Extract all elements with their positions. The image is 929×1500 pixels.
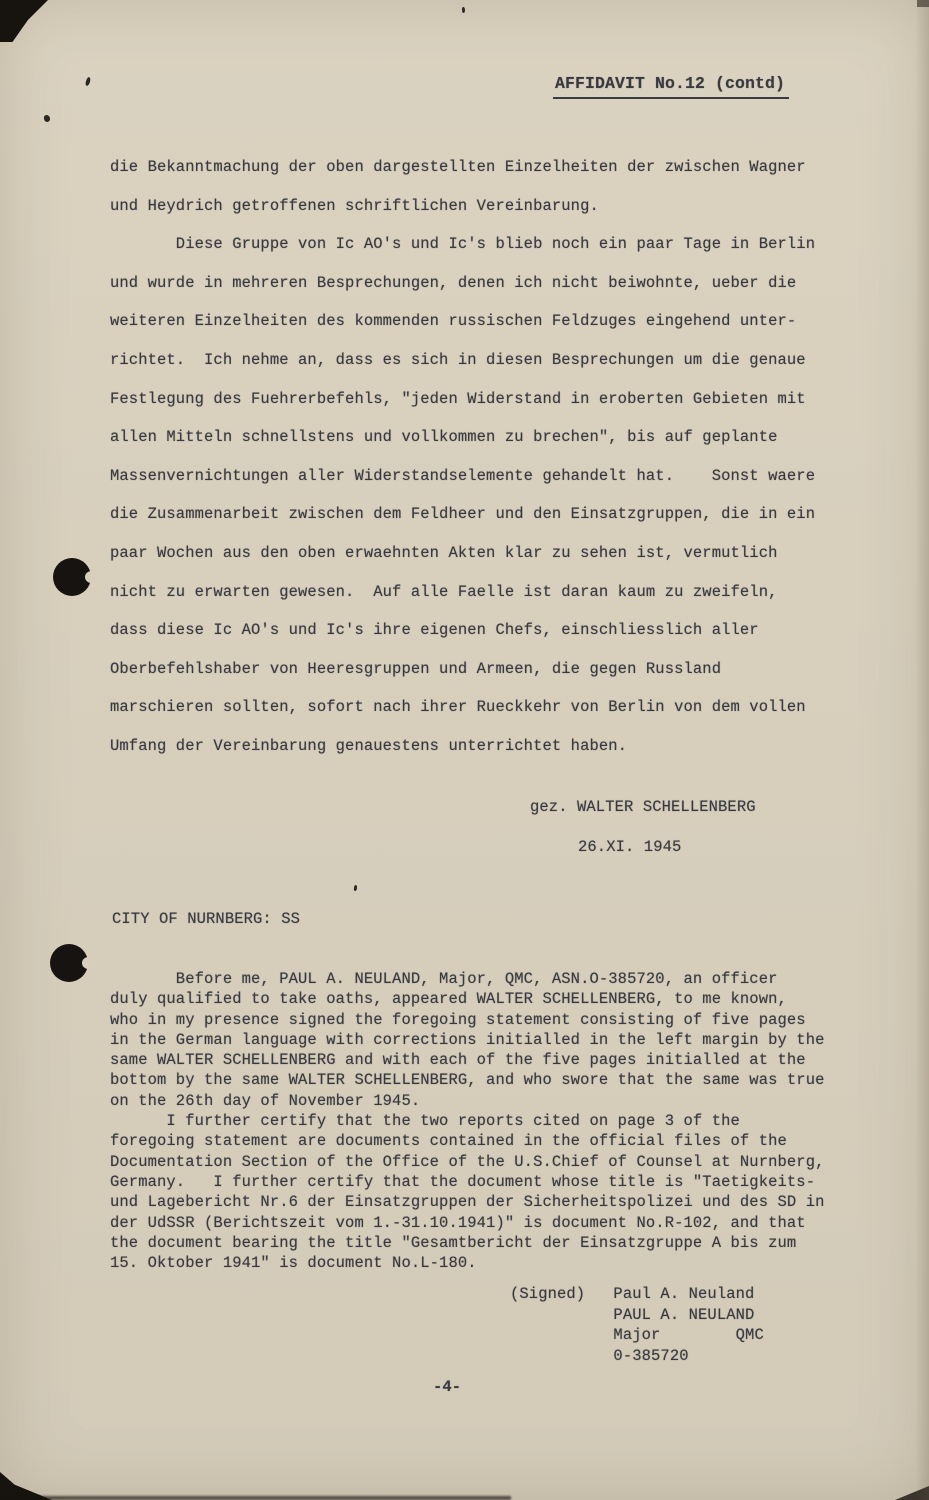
text-line: duly qualified to take oaths, appeared WALTER SCHELLENBERG, to me known,	[110, 990, 787, 1009]
text-line: Massenvernichtungen aller Widerstandselemente gehandelt hat. Sonst waere	[110, 466, 816, 485]
text-line: allen Mitteln schnellstens und vollkommen zu brechen", bis auf geplante	[110, 428, 778, 447]
text-line: I further certify that the two reports cited on page 3 of the	[110, 1112, 740, 1131]
text-line: marschieren sollten, sofort nach ihrer Rueckkehr von Berlin von dem vollen	[110, 698, 806, 717]
document-header-title: AFFIDAVIT No.12 (contd)	[553, 74, 789, 99]
german-statement-body	[110, 148, 850, 766]
text-line: Diese Gruppe von Ic AO's und Ic's blieb noch ein paar Tage in Berlin	[110, 235, 816, 254]
text-line: und wurde in mehreren Besprechungen, denen ich nicht beiwohnte, ueber die	[110, 273, 797, 292]
text-line: who in my presence signed the foregoing statement consisting of five pages	[110, 1010, 806, 1029]
text-line: Major QMC	[510, 1326, 764, 1345]
notary-signature-block	[510, 1284, 764, 1366]
text-line: Oberbefehlshaber von Heeresgruppen und Armeen, die gegen Russland	[110, 659, 722, 678]
text-line: 15. Oktober 1941" is document No.L-180.	[110, 1254, 477, 1273]
ink-speck	[85, 77, 92, 87]
text-line: Documentation Section of the Office of the U.S.Chief of Counsel at Nurnberg,	[110, 1152, 825, 1171]
hole-punch-mark	[50, 944, 88, 982]
jurat-city-line: CITY OF NURNBERG: SS	[112, 910, 301, 928]
text-line: same WALTER SCHELLENBERG and with each of the five pages initialled at the	[110, 1051, 806, 1070]
hole-punch-mark	[53, 558, 91, 596]
text-line: (Signed) Paul A. Neuland	[510, 1285, 755, 1303]
page-number: -4-	[433, 1378, 462, 1396]
ink-speck	[462, 7, 465, 13]
german-signature-line: gez. WALTER SCHELLENBERG	[530, 798, 756, 816]
text-line: in the German language with corrections initialled in the left margin by the	[110, 1030, 825, 1049]
jurat-certification-body	[110, 969, 870, 1273]
text-line: nicht zu erwarten gewesen. Auf alle Faelle ist daran kaum zu zweifeln,	[110, 582, 778, 601]
text-line: bottom by the same WALTER SCHELLENBERG, and who swore that the same was true	[110, 1071, 825, 1090]
text-line: die Bekanntmachung der oben dargestellten Einzelheiten der zwischen Wagner	[110, 158, 806, 176]
ink-speck	[43, 114, 50, 122]
text-line: weiteren Einzelheiten des kommenden russischen Feldzuges eingehend unter-	[110, 312, 797, 331]
text-line: der UdSSR (Berichtszeit vom 1.-31.10.1941)" is document No.R-102, and that	[110, 1213, 806, 1232]
text-line: dass diese Ic AO's und Ic's ihre eigenen Chefs, einschliesslich aller	[110, 621, 759, 640]
text-line: die Zusammenarbeit zwischen dem Feldheer und den Einsatzgruppen, die in ein	[110, 505, 816, 524]
text-line: Germany. I further certify that the document whose title is "Taetigkeits-	[110, 1172, 816, 1191]
text-line: PAUL A. NEULAND	[510, 1305, 755, 1324]
scan-edge-artifact-bottom	[0, 1496, 511, 1500]
text-line: richtet. Ich nehme an, dass es sich in diesen Besprechungen um die genaue	[110, 350, 806, 369]
scan-edge-shadow-right	[915, 0, 929, 1500]
ink-speck	[354, 885, 358, 891]
text-line: 0-385720	[510, 1346, 689, 1365]
text-line: paar Wochen aus den oben erwaehnten Akten klar zu sehen ist, vermutlich	[110, 543, 778, 562]
text-line: foregoing statement are documents contained in the official files of the	[110, 1132, 787, 1151]
scan-corner-artifact-top-left	[0, 0, 48, 42]
text-line: the document bearing the title "Gesamtbericht der Einsatzgruppe A bis zum	[110, 1233, 797, 1252]
text-line: und Heydrich getroffenen schriftlichen Vereinbarung.	[110, 196, 599, 215]
text-line: Festlegung des Fuehrerbefehls, "jeden Widerstand in eroberten Gebieten mit	[110, 389, 806, 408]
text-line: und Lagebericht Nr.6 der Einsatzgruppen der Sicherheitspolizei und des SD in	[110, 1193, 825, 1212]
german-signature-date: 26.XI. 1945	[578, 838, 682, 856]
text-line: Before me, PAUL A. NEULAND, Major, QMC, ASN.O-385720, an officer	[110, 970, 778, 988]
text-line: Umfang der Vereinbarung genauestens unterrichtet haben.	[110, 736, 628, 755]
text-line: on the 26th day of November 1945.	[110, 1091, 421, 1110]
